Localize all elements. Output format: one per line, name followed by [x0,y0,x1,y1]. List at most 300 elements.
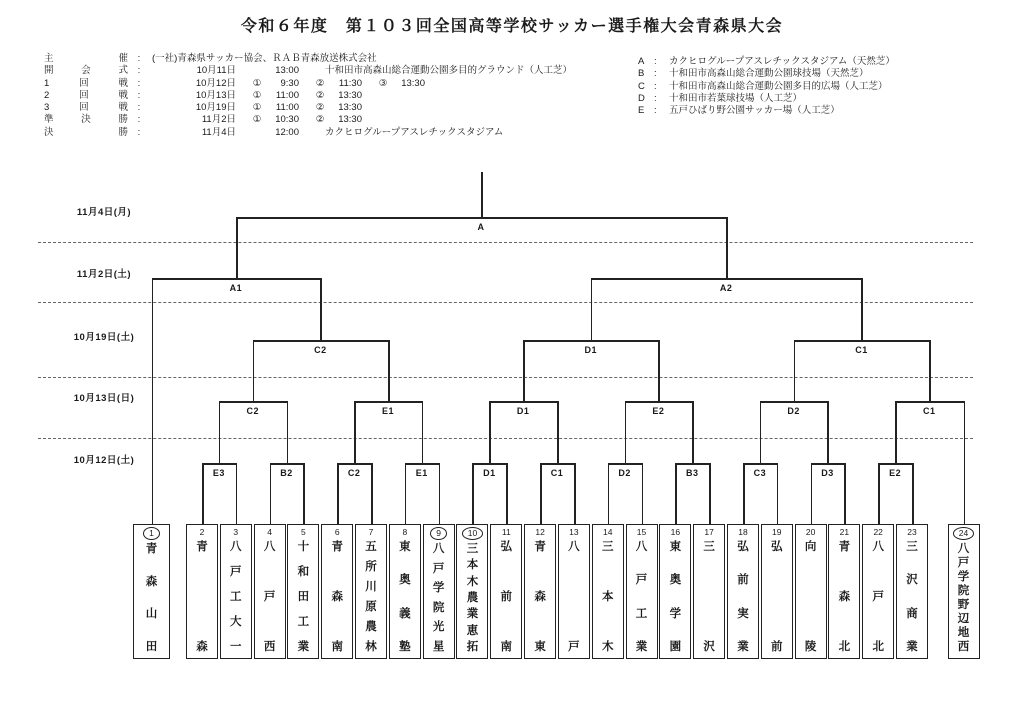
match-label-r2-E1: E1 [381,406,394,416]
match-leg [642,463,644,524]
round-date-label: 11月2日(土) [76,269,132,280]
schedule-venue: カクヒログループアスレチックスタジアム [325,126,504,138]
schedule-organizer: (一社)青森県サッカー協会、ＲＡＢ青森放送株式会社 [152,53,377,64]
match-leg [371,463,373,524]
team-number: 14 [602,527,613,537]
match-bar-r2-D2 [760,401,829,403]
match-bar-r2-C2 [219,401,288,403]
team-name-char: 前 [737,574,749,587]
match-bar-r3-C1 [794,340,931,342]
team-name-char: 北 [872,641,884,653]
match-label-r1-C3: C3 [753,468,767,478]
team-name-char: 弘 [737,541,749,553]
schedule-row-label: 2回戦 [44,89,128,101]
team-name-char: 戸 [263,591,276,603]
match-leg [354,401,356,463]
team-name [230,538,242,658]
match-leg [489,401,491,463]
match-bar-r3-D1 [523,340,660,342]
team-name-char: 木 [466,575,479,588]
team-name-char: 森 [196,641,208,653]
match-leg [320,278,322,340]
match-bar-r1-D1 [472,463,507,465]
team-name-char: 業 [466,608,479,621]
team-column-4 [254,524,286,659]
team-name-char: 前 [500,591,513,603]
team-name-char: 光 [432,621,445,634]
team-name-char: 業 [635,640,648,653]
match-label-r1-D1: D1 [483,468,496,478]
team-name-char: 林 [365,641,377,653]
team-column-10 [456,524,488,659]
team-name-char: 戸 [957,557,970,569]
team-name-char: 森 [145,575,158,588]
match-bar-r1-E1 [405,463,440,465]
team-seed-number: 24 [953,527,974,540]
match-leg [439,463,441,524]
team-name [399,538,411,658]
match-leg [152,278,154,524]
kickoff-slot-mark: ③ [378,77,388,89]
match-label-f-A: A [477,222,485,232]
team-name-char: 川 [365,581,377,593]
match-label-sf-A1: A1 [229,283,243,293]
team-name-char: 野 [957,599,970,611]
team-name [264,538,276,658]
kickoff-time: 13:30 [338,102,362,114]
match-bar-sf-A1 [152,278,322,280]
match-label-r1-D3: D3 [821,468,834,478]
match-leg [388,340,390,401]
round-separator-line [38,438,973,439]
team-name-char: 前 [771,641,783,653]
match-label-r1-E1: E1 [415,468,428,478]
team-column-11 [490,524,522,659]
team-name-char: 奥 [669,574,682,587]
team-name-char: 所 [365,561,377,573]
team-column-24 [948,524,980,659]
team-name-char: 工 [297,616,310,628]
round-date-label: 11月4日(月) [76,207,132,218]
team-name-char: 青 [196,541,208,553]
match-label-r3-C2: C2 [314,345,327,355]
team-name-char: 院 [957,585,970,597]
match-bar-f-A [236,217,728,219]
round-separator-line [38,377,973,378]
match-leg [523,340,525,401]
team-name-char: 工 [635,607,648,620]
team-number: 22 [873,527,883,537]
schedule-row-label: 主催 [44,53,128,64]
match-leg [303,463,305,524]
team-name [636,538,648,658]
match-bar-r2-D1 [489,401,558,403]
team-number: 4 [267,527,272,537]
venue-code: C [638,80,645,92]
team-name-char: 恵 [466,624,479,637]
match-leg [557,401,559,463]
match-leg [337,463,339,524]
match-bar-sf-A2 [591,278,863,280]
match-leg [743,463,745,524]
venue-colon: : [654,92,657,104]
team-name-char: 田 [297,591,310,603]
match-leg [895,401,897,463]
venue-name: 十和田市若葉球技場（人工芝） [669,92,803,104]
team-name [670,538,682,658]
venue-name: 十和田市高森山総合運動公園球技場（天然芝） [669,68,869,80]
match-leg [540,463,542,524]
round-date-label: 10月12日(土) [73,455,135,466]
match-leg [405,463,407,524]
match-leg [861,278,863,340]
team-name-char: 山 [145,608,158,621]
schedule-row-label: 決勝 [44,126,128,138]
kickoff-time: 13:30 [401,77,425,89]
kickoff-time: 13:30 [338,114,362,126]
team-number: 5 [301,527,306,537]
team-seed-number: 10 [462,527,483,540]
match-label-r1-E3: E3 [212,468,225,478]
team-number: 2 [199,527,205,537]
team-column-20 [795,524,827,659]
match-label-r2-D2: D2 [787,406,800,416]
round-date-label: 10月13日(日) [73,393,135,404]
match-bar-r1-C3 [743,463,778,465]
match-bar-r1-C2 [337,463,372,465]
team-number: 18 [738,527,748,537]
venue-code: D [638,92,645,104]
team-name-char: 八 [957,543,970,555]
match-bar-r2-E2 [625,401,694,403]
team-name-char: 八 [635,541,648,553]
team-name [501,538,513,658]
team-name-char: 南 [500,641,513,653]
schedule-row-label: 3回戦 [44,102,128,114]
team-name-char: 沢 [703,641,715,653]
team-column-3 [220,524,252,659]
match-label-r1-D2: D2 [618,468,631,478]
team-name [771,538,783,658]
team-name-char: 院 [432,601,445,614]
schedule-date: 10月13日 [195,89,236,101]
team-number: 20 [805,527,816,537]
team-name-char: 戸 [872,591,884,603]
match-bar-r3-C2 [253,340,390,342]
team-name-char: 三 [466,543,479,555]
match-label-r3-C1: C1 [855,345,868,355]
team-number: 8 [402,527,408,537]
match-label-r1-E2: E2 [889,468,902,478]
match-label-r1-C2: C2 [347,468,361,478]
team-column-18 [727,524,759,659]
match-leg [964,401,966,524]
round-separator-line [38,302,973,303]
team-name-char: 青 [145,543,158,555]
team-column-13 [558,524,590,659]
team-name-char: 森 [534,591,546,603]
team-number: 11 [501,527,511,537]
venue-colon: : [654,56,657,67]
team-name-char: 三 [906,541,918,553]
venue-colon: : [654,105,657,117]
match-leg [929,340,931,401]
kickoff-time: 11:00 [275,89,299,101]
team-name-char: 一 [230,641,242,653]
team-name-char: 義 [399,607,411,620]
team-column-16 [659,524,691,659]
match-leg [811,463,813,524]
team-name-char: 奥 [399,574,411,587]
team-number: 13 [569,527,579,537]
team-name [298,538,310,658]
kickoff-slot-mark: ② [315,77,325,89]
team-name [737,538,749,658]
venue-colon: : [654,68,657,80]
venue-name: カクヒログループアスレチックスタジアム（天然芝） [669,56,895,67]
team-name-char: 戸 [230,566,242,578]
match-label-r2-C2: C2 [246,406,259,416]
team-name-char: 実 [737,607,749,620]
team-name-char: 業 [906,640,918,653]
schedule-row-colon: : [137,89,141,101]
team-name-char: 学 [432,582,445,595]
team-column-14 [592,524,624,659]
schedule-venue: 十和田市高森山総合運動公園多目的グラウンド（人工芝） [325,65,573,77]
team-name-char: 大 [230,616,242,628]
match-leg [219,401,221,463]
team-number: 15 [636,527,647,537]
team-column-6 [321,524,353,659]
match-label-r2-D1: D1 [516,406,530,416]
team-name-char: 東 [669,541,682,553]
team-name-char: 青 [534,541,546,553]
team-number: 21 [839,527,850,537]
team-number: 7 [368,527,374,537]
team-name-char: 陵 [804,641,817,653]
match-bar-r1-D2 [608,463,643,465]
team-name-char: 戸 [635,574,648,587]
team-name [568,538,580,658]
match-bar-r1-E3 [202,463,237,465]
match-bar-r1-B2 [270,463,305,465]
team-name-char: 三 [703,541,715,553]
team-name [331,538,343,658]
team-column-8 [389,524,421,659]
team-name-char: 農 [466,591,479,604]
kickoff-slot-mark: ② [315,114,325,126]
kickoff-time: 10:30 [275,114,299,126]
venue-name: 五戸ひばり野公園サッカー場（人工芝） [669,105,840,117]
team-name-char: 学 [957,571,970,583]
page-title: 令和６年度 第１０３回全国高等学校サッカー選手権大会青森県大会 [240,18,784,35]
match-leg [709,463,711,524]
team-name [839,538,851,658]
schedule-date: 10月11日 [196,65,236,77]
team-name-char: 森 [331,591,343,603]
match-label-sf-A2: A2 [719,283,733,293]
venue-code: B [638,68,645,80]
team-column-15 [626,524,658,659]
match-bar-r1-E2 [878,463,913,465]
match-leg [658,340,660,401]
kickoff-time: 9:30 [280,77,299,89]
match-leg [608,463,610,524]
team-column-5 [287,524,319,659]
kickoff-time: 13:30 [338,89,362,101]
match-leg [827,401,829,463]
team-column-1 [133,524,170,659]
team-name-char: 向 [804,541,817,553]
kickoff-slot-mark: ① [252,89,262,101]
team-name-char: 青 [331,541,343,553]
team-name-char: 本 [466,559,479,572]
match-leg [253,340,255,401]
team-name-char: 園 [669,640,682,653]
match-leg [760,401,762,463]
team-number: 6 [334,527,340,537]
match-leg [844,463,846,524]
match-leg [287,401,289,463]
team-name-char: 学 [669,607,682,620]
team-name-char: 辺 [957,613,970,625]
match-leg [675,463,677,524]
team-name-char: 北 [838,641,851,653]
team-name-char: 原 [365,601,377,613]
schedule-date: 10月19日 [195,102,236,114]
team-name-char: 拓 [466,640,479,653]
team-seed-number: 9 [430,527,447,540]
match-leg [777,463,779,524]
team-name [703,538,715,658]
venue-name: 十和田市高森山総合運動公園多目的広場（人工芝） [669,80,888,92]
schedule-row-colon: : [137,65,141,77]
match-leg [912,463,914,524]
team-name [958,540,970,658]
team-name-char: 青 [838,541,851,553]
team-column-2 [186,524,218,659]
team-name-char: 戸 [568,641,580,653]
match-leg [726,217,728,278]
match-leg [878,463,880,524]
match-leg [236,463,238,524]
team-name-char: 八 [263,541,276,553]
team-name [872,538,884,658]
team-name-char: 東 [534,641,546,653]
schedule-row-colon: : [137,53,141,64]
team-name-char: 工 [230,591,242,603]
kickoff-time: 11:30 [338,77,362,89]
team-column-21 [828,524,860,659]
kickoff-time: 11:00 [275,102,299,114]
kickoff-slot-mark: ① [252,114,262,126]
team-name-char: 東 [399,541,411,553]
schedule-row-label: 準決勝 [44,114,128,126]
team-name-char: 弘 [771,541,783,553]
schedule-row-colon: : [137,114,141,126]
team-name [906,538,918,658]
champion-line [481,172,483,217]
match-leg [472,463,474,524]
team-name [467,540,479,658]
team-name-char: 業 [737,640,749,653]
schedule-date: 11月4日 [201,126,236,138]
team-name-char: 和 [297,566,310,578]
match-label-r2-C1: C1 [923,406,936,416]
team-column-9 [423,524,455,659]
schedule-date: 11月2日 [201,114,236,126]
team-name [146,540,158,658]
team-column-7 [355,524,387,659]
match-label-r1-B2: B2 [280,468,293,478]
match-label-r2-E2: E2 [652,406,665,416]
kickoff-time: 12:00 [275,126,299,138]
kickoff-slot-mark: ② [315,89,325,101]
match-bar-r1-C1 [540,463,575,465]
team-column-12 [524,524,556,659]
team-number: 3 [233,527,239,537]
team-name-char: 木 [601,641,614,653]
schedule-row-colon: : [137,102,141,114]
team-name-char: 田 [145,640,158,653]
team-name-char: 弘 [500,541,513,553]
match-leg [574,463,576,524]
team-name-char: 森 [838,591,851,603]
team-number: 17 [704,527,714,537]
venue-code: E [638,105,645,117]
team-name-char: 沢 [906,574,918,587]
team-number: 23 [907,527,917,537]
team-name [534,538,546,658]
kickoff-slot-mark: ① [252,77,262,89]
team-number: 12 [535,527,545,537]
match-leg [506,463,508,524]
team-name [433,540,445,658]
schedule-date: 10月12日 [195,77,236,89]
schedule-row-label: 1回戦 [44,77,128,89]
team-name-char: 八 [230,541,242,553]
venue-colon: : [654,80,657,92]
team-seed-number: 1 [143,527,160,540]
schedule-row-label: 開会式 [44,65,128,77]
team-name [365,538,377,658]
match-bar-r2-E1 [354,401,423,403]
team-name-char: 業 [297,641,310,653]
match-label-r1-B3: B3 [685,468,699,478]
match-leg [422,401,424,463]
round-date-label: 10月19日(土) [73,332,135,343]
team-column-23 [896,524,928,659]
kickoff-slot-mark: ① [252,102,262,114]
team-name-char: 五 [365,541,377,553]
team-name-char: 商 [906,607,918,620]
team-column-17 [693,524,725,659]
team-name-char: 西 [263,641,276,653]
team-name-char: 西 [957,641,970,653]
match-leg [625,401,627,463]
match-label-r1-C1: C1 [550,468,564,478]
match-leg [591,278,593,340]
team-name-char: 八 [568,541,580,553]
team-column-19 [761,524,793,659]
venue-code: A [638,56,645,67]
match-bar-r1-D3 [811,463,846,465]
team-name-char: 本 [601,591,614,603]
team-name-char: 三 [601,541,614,553]
kickoff-slot-mark: ② [315,102,325,114]
team-name-char: 八 [432,543,445,555]
team-name-char: 地 [957,627,970,639]
